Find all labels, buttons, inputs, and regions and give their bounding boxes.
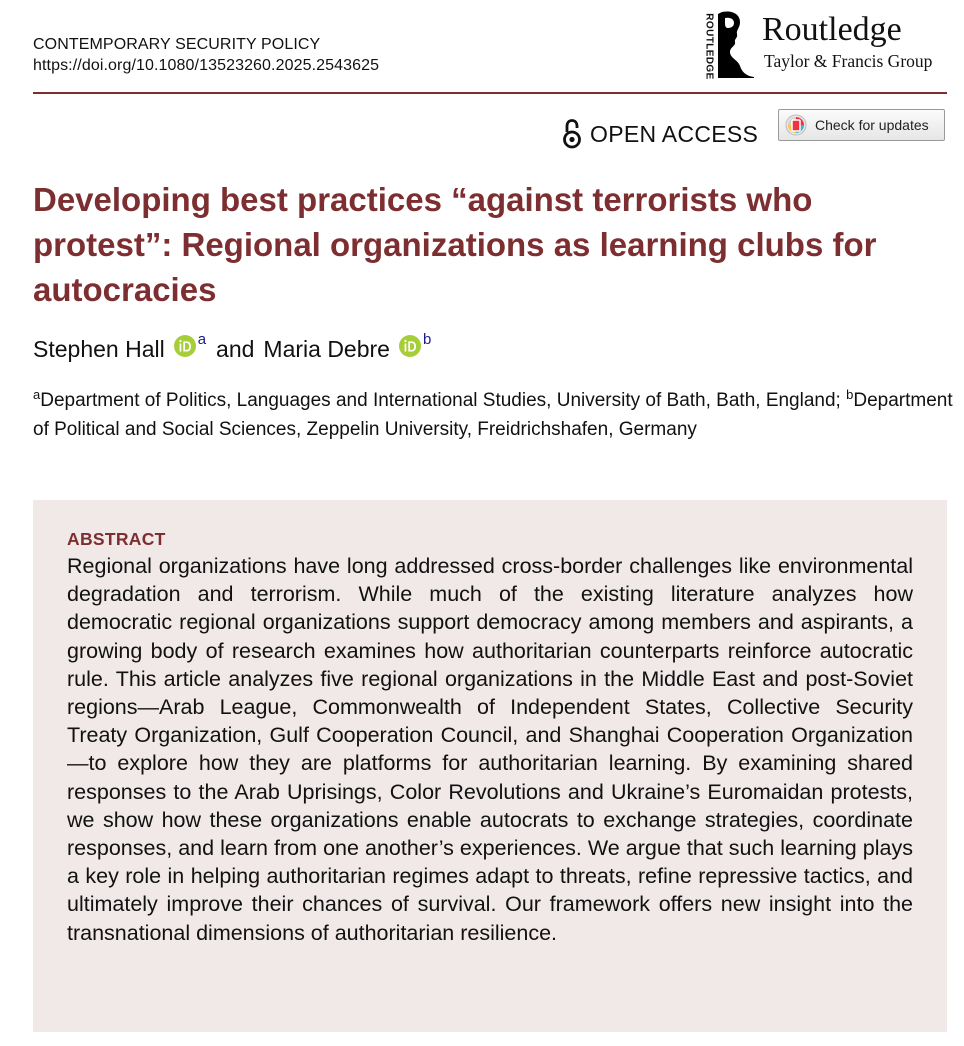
abstract-box xyxy=(33,500,947,1032)
affiliation-marker-a: a xyxy=(33,387,41,402)
author-name[interactable]: Stephen Hall xyxy=(33,336,165,362)
affiliation-marker-b: b xyxy=(846,387,854,402)
author-joiner: and xyxy=(216,336,255,362)
open-access-label: OPEN ACCESS xyxy=(590,120,759,147)
article-title: Developing best practices “against terrorists who protest”: Regional organizations as learning clubs for autocracies xyxy=(33,181,877,308)
affiliation-marker[interactable]: b xyxy=(422,331,432,348)
affiliation-b: Department of Political and Social Sciences, Zeppelin University, Freidrichshafen, Germany xyxy=(33,390,953,440)
check-for-updates-label: Check for updates xyxy=(815,117,929,133)
affiliation-marker[interactable]: a xyxy=(197,331,207,348)
publisher-logo[interactable] xyxy=(702,4,952,78)
orcid-icon[interactable] xyxy=(174,335,196,357)
routledge-head-icon xyxy=(716,8,756,78)
check-for-updates-button[interactable] xyxy=(778,109,945,141)
journal-name: CONTEMPORARY SECURITY POLICY xyxy=(33,36,321,53)
journal-header xyxy=(33,34,379,76)
affiliations xyxy=(33,386,958,444)
doi-link[interactable]: https://doi.org/10.1080/13523260.2025.2543625 xyxy=(33,57,380,74)
affiliation-a: Department of Politics, Languages and International Studies, University of Bath, Bath, England; xyxy=(40,390,841,411)
abstract-text: Regional organizations have long addressed cross-border challenges like environmental degradation and terrorism. While much of the existing literature analyzes how democratic regional organizations support democracy among members and aspirants, a growing body of research examines how authoritarian counterparts reinforce autocratic rule. This article analyzes five regional organizations in the Middle East and post-Soviet regions—Arab League, Commonwealth of Independent States, Collective Security Treaty Organization, Gulf Cooperation Council, and Shanghai Cooperation Organization—to explore how they are platforms for authoritarian learning. By examining shared responses to the Arab Uprisings, Color Revolutions and Ukraine’s Euromaidan protests, we show how these organizations enable autocrats to exchange strategies, coordinate responses, and learn from one another’s experiences. We argue that such learning plays a key role in helping authoritarian regimes adapt to threats, refine repressive tactics, and ultimately improve their chances of survival. Our framework offers new insight into the transnational dimensions of authoritarian resilience. xyxy=(67,554,913,945)
publisher-name: Routledge xyxy=(762,11,902,48)
publisher-vertical-mark: ROUTLEDGE xyxy=(703,12,715,80)
crossmark-icon xyxy=(785,114,807,136)
abstract-heading: ABSTRACT xyxy=(67,529,166,549)
author-line xyxy=(33,332,441,366)
publisher-group: Taylor & Francis Group xyxy=(764,51,933,71)
open-lock-icon xyxy=(562,119,582,149)
author-name[interactable]: Maria Debre xyxy=(263,336,390,362)
orcid-icon[interactable] xyxy=(399,335,421,357)
header-divider xyxy=(33,92,947,94)
open-access-badge xyxy=(562,118,758,150)
